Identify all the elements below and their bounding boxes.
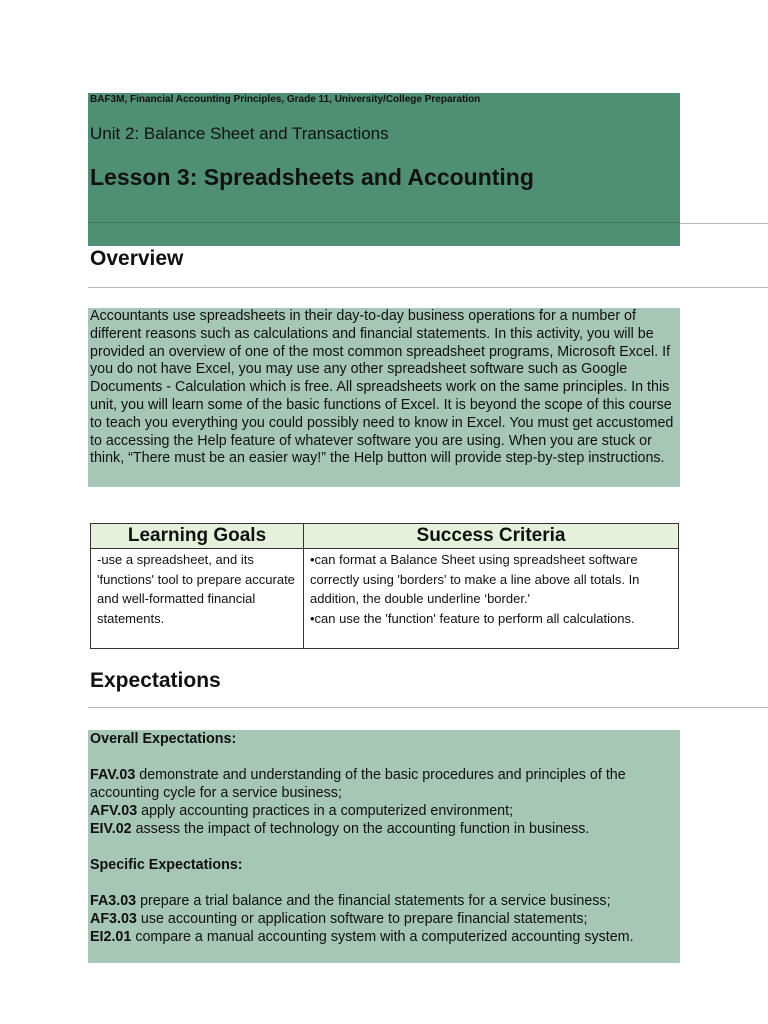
expectation-item [90,892,678,910]
expectation-code: AF3.03 [90,911,137,927]
expectation-code: FA3.03 [90,893,137,909]
overview-heading: Overview [90,247,184,270]
header-rule [680,223,768,224]
expectation-item [90,910,678,928]
overview-text: Accountants use spreadsheets in their day-to-day business operations for a number of different reasons such as calculations and financial statements. In this activity, you will be provided an overview of one of the most common spreadsheet programs, Microsoft Excel. If you do not have Excel, you may use any other spreadsheet software such as Google Documents - Calculation which is free. All spreadsheets work on the same principles. In this unit, you will learn some of the basic functions of Excel. It is beyond the scope of this course to teach you everything you could possibly need to know in Excel. You must get accustomed to accessing the Help feature of whatever software you are using. When you are stuck or think, “There must be an easier way!” the Help button will provide step-by-step instructions. [90,308,674,467]
unit-title: Unit 2: Balance Sheet and Transactions [90,124,389,143]
criteria-item: •can format a Balance Sheet using spreadsheet software correctly using 'borders' to make a line above all totals. In addition, the double underline ‘border.' [310,552,640,606]
success-criteria-header: Success Criteria [304,524,679,549]
expectation-item [90,802,678,820]
specific-expectations-heading: Specific Expectations: [90,857,243,873]
expectation-code: FAV.03 [90,767,136,783]
overview-rule [88,287,768,288]
header-divider [88,222,680,223]
course-line: BAF3M, Financial Accounting Principles, Grade 11, University/College Preparation [90,94,481,105]
expectation-text: assess the impact of technology on the accounting function in business. [131,821,590,837]
overall-expectations-heading: Overall Expectations: [90,731,237,747]
goals-table-header-row [91,524,679,549]
expectation-code: AFV.03 [90,803,138,819]
expectation-code: EI2.01 [90,929,132,945]
expectation-code: EIV.02 [90,821,132,837]
learning-goals-header: Learning Goals [91,524,304,549]
expectations-heading: Expectations [90,669,221,692]
expectations-rule [88,707,768,708]
expectation-text: demonstrate and understanding of the basic procedures and principles of the accounting cycle for a service business; [90,767,626,801]
learning-goal-cell: -use a spreadsheet, and its 'functions' tool to prepare accurate and well-formatted financial statements. [91,549,304,649]
expectation-item [90,928,678,946]
success-criteria-cell [304,549,679,649]
expectation-text: compare a manual accounting system with a computerized accounting system. [131,929,634,945]
goals-table-row [91,549,679,649]
criteria-item: •can use the 'function' feature to perform all calculations. [310,610,635,626]
goals-table [90,523,679,649]
expectation-text: use accounting or application software to prepare financial statements; [136,911,588,927]
lesson-title: Lesson 3: Spreadsheets and Accounting [90,164,534,190]
expectation-text: prepare a trial balance and the financial statements for a service business; [136,893,611,909]
expectation-text: apply accounting practices in a computerized environment; [137,803,514,819]
expectation-item [90,766,678,802]
expectations-content [90,730,678,946]
expectation-item [90,820,678,838]
